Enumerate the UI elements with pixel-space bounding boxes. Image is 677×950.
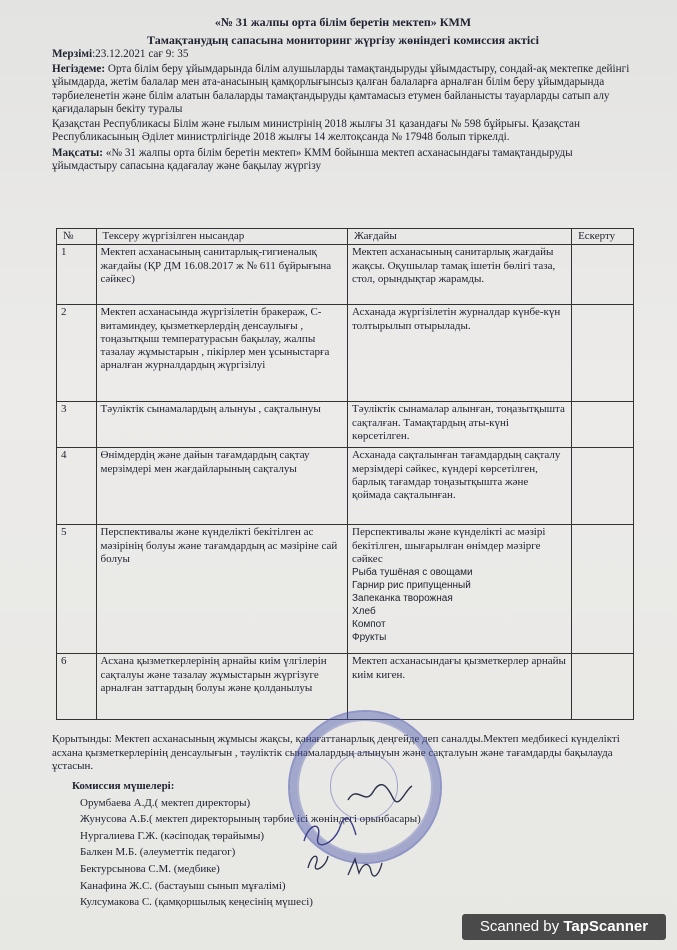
row-state [348, 525, 572, 654]
row-note [572, 305, 634, 402]
commission-title: Тамақтанудың сапасына мониторинг жүргізу жөніндегі комиссия актісі [147, 32, 539, 47]
member-item: Канафина Ж.С. (бастауыш сынып мұғалімі) [80, 879, 286, 892]
table-row [57, 402, 634, 448]
member-item: Орумбаева А.Д.( мектеп директоры) [80, 796, 251, 809]
row-state: Асханада жүргізілетін журналдар күнбе-күн толтырылып отырылады. [348, 305, 572, 402]
signature-1 [345, 780, 415, 808]
basis-paragraph [52, 63, 634, 117]
purpose-paragraph [52, 147, 634, 174]
menu-item: Фрукты [352, 632, 387, 644]
member-item: Жунусова А.Б.( мектеп директорының тәрбие ісі жөніндегі орынбасары) [80, 813, 421, 826]
ministry-order: Қазақстан Республикасы Білім және ғылым министрінің 2018 жылғы 31 қазандағы № 598 бұйрығы. Қазақстан Республикасының Әділет министрлігінде 2018 жылғы 14 желтоқсанда № 17948 болып тіркелді. [52, 117, 580, 143]
col-object-header: Тексеру жүргізілген нысандар [96, 229, 347, 245]
row-object: Перспективалы және күнделікті бекітілген ас мәзірінің болуы және тағамдардың ас мәзіріне сай болуы [96, 525, 347, 654]
row-number: 1 [57, 245, 97, 305]
table-row [57, 305, 634, 402]
member-item: Балкен М.Б. (әлеуметтік педагог) [80, 846, 236, 859]
row-note [572, 448, 634, 525]
scanner-watermark [462, 914, 666, 940]
row-number: 3 [57, 402, 97, 448]
menu-item: Рыба тушёная с овощами [352, 567, 473, 579]
purpose-text: «№ 31 жалпы орта білім беретін мектеп» КММ бойынша мектеп асханасындағы тамақтандыруды ұйымдастыру сапасына қадағалау және бақылау жүргізу [52, 146, 573, 172]
row-object: Асхана қызметкерлерінің арнайы киім үлгілерін сақталуы және тазалау жұмыстарын жүргізуге арналған заттардың болуы және қолданылуы [96, 654, 347, 720]
row-object: Тәуліктік сынамалардың алынуы , сақталынуы [96, 402, 347, 448]
member-item: Бектурсынова С.М. (медбике) [80, 862, 220, 875]
row-state: Мектеп асханасының санитарлық жағдайы жақсы. Оқушылар тамақ ішетін бөлігі таза, стол, орындықтар жарамды. [348, 245, 572, 305]
table-row [57, 245, 634, 305]
scanner-brand: TapScanner [563, 918, 649, 935]
row-number: 2 [57, 305, 97, 402]
signature-2 [300, 815, 360, 849]
org-title: «№ 31 жалпы орта білім беретін мектеп» КММ [214, 15, 472, 29]
date-label: Мерзімі [52, 48, 93, 60]
row-object: Мектеп асханасының санитарлық-гигиеналық жағдайы (ҚР ДМ 16.08.2017 ж № 611 бұйрығына сәйкес) [96, 245, 347, 305]
row-state: Мектеп асханасындағы қызметкерлер арнайы киім киген. [348, 654, 572, 720]
row-object: Мектеп асханасында жүргізілетін бракераж, С-витаминдеу, қызметкерлердің денсаулығы , тоңазытқыш температурасын бақылау, жалпы тазалау жұмыстарын , пікірлер мен ұсыныстарға арналған журналдардың жүргізілуі [96, 305, 347, 402]
row-number: 5 [57, 525, 97, 654]
signature-4 [345, 853, 385, 881]
document-header [52, 14, 634, 174]
table-row [57, 654, 634, 720]
row-note [572, 654, 634, 720]
row-state: Тәуліктік сынамалар алынған, тоңазытқышта сақталған. Тамақтардың аты-күні көрсетілген. [348, 402, 572, 448]
row-object: Өнімдердің және дайын тағамдардың сақтау мерзімдері мен жағдайларының сақталуы [96, 448, 347, 525]
row-note [572, 402, 634, 448]
basis-label: Негіздеме: [52, 62, 106, 75]
basis-text: Орта білім беру ұйымдарында білім алушыларды тамақтандыруды ұйымдастыру, сондай-ақ мектепке дейінгі ұйымдарда, жетім балалар мен ата-анасының қамқорлығынсыз қалған балаларға арналған білім беру ұйымдарында тәрбиеленетін және білім алатын балаларды тамақтандыруды қамтамасыз етумен байланысты тауарларды сатып алу қағидаларын бекіту туралы [52, 62, 630, 115]
inspection-table [56, 228, 634, 720]
menu-item: Компот [352, 619, 386, 631]
menu-item: Хлеб [352, 606, 376, 618]
table-row [57, 525, 634, 654]
date-line [52, 48, 634, 62]
scanner-prefix: Scanned by [479, 918, 564, 935]
member-item: Нургалиева Г.Ж. (кәсіподақ төрайымы) [80, 829, 265, 842]
col-state-header: Жағдайы [348, 229, 572, 245]
signature-3 [302, 850, 332, 872]
row-number: 4 [57, 448, 97, 525]
members-header: Комиссия мүшелері: [72, 780, 175, 792]
menu-item: Запеканка творожная [352, 593, 453, 605]
menu-item: Гарнир рис припущенный [352, 580, 471, 592]
conclusion-paragraph: Қорытынды: Мектеп асханасының жұмысы жақсы, қанағаттанарлық деңгейде деп саналды.Мектеп медбикесі күнделікті асхана қызметкерлерінің денсаулығын , тәуліктік сынамалардың алынуын және сақталуын және тағамдарды бақылауда ұстасын. [52, 733, 620, 773]
col-note-header: Ескерту [572, 229, 634, 245]
col-number-header: № [57, 229, 97, 245]
table-header-row [57, 229, 634, 245]
row-note [572, 525, 634, 654]
row-note [572, 245, 634, 305]
purpose-label: Мақсаты: [52, 146, 103, 159]
table-row [57, 448, 634, 525]
row-state-text: Перспективалы және күнделікті ас мәзірі бекітілген, шығарылған өнімдер мәзірге сәйкес [352, 526, 546, 565]
row-state: Асханада сақталынған тағамдардың сақталу мерзімдері сәйкес, күндері көрсетілген, барлық тағамдар тоңазытқышта және қоймада сақталынған. [348, 448, 572, 525]
date-value: :23.12.2021 сағ 9: 35 [92, 48, 189, 60]
member-item: Кулсумакова С. (қамқоршылық кеңесінің мүшесі) [80, 896, 313, 909]
row-number: 6 [57, 654, 97, 720]
